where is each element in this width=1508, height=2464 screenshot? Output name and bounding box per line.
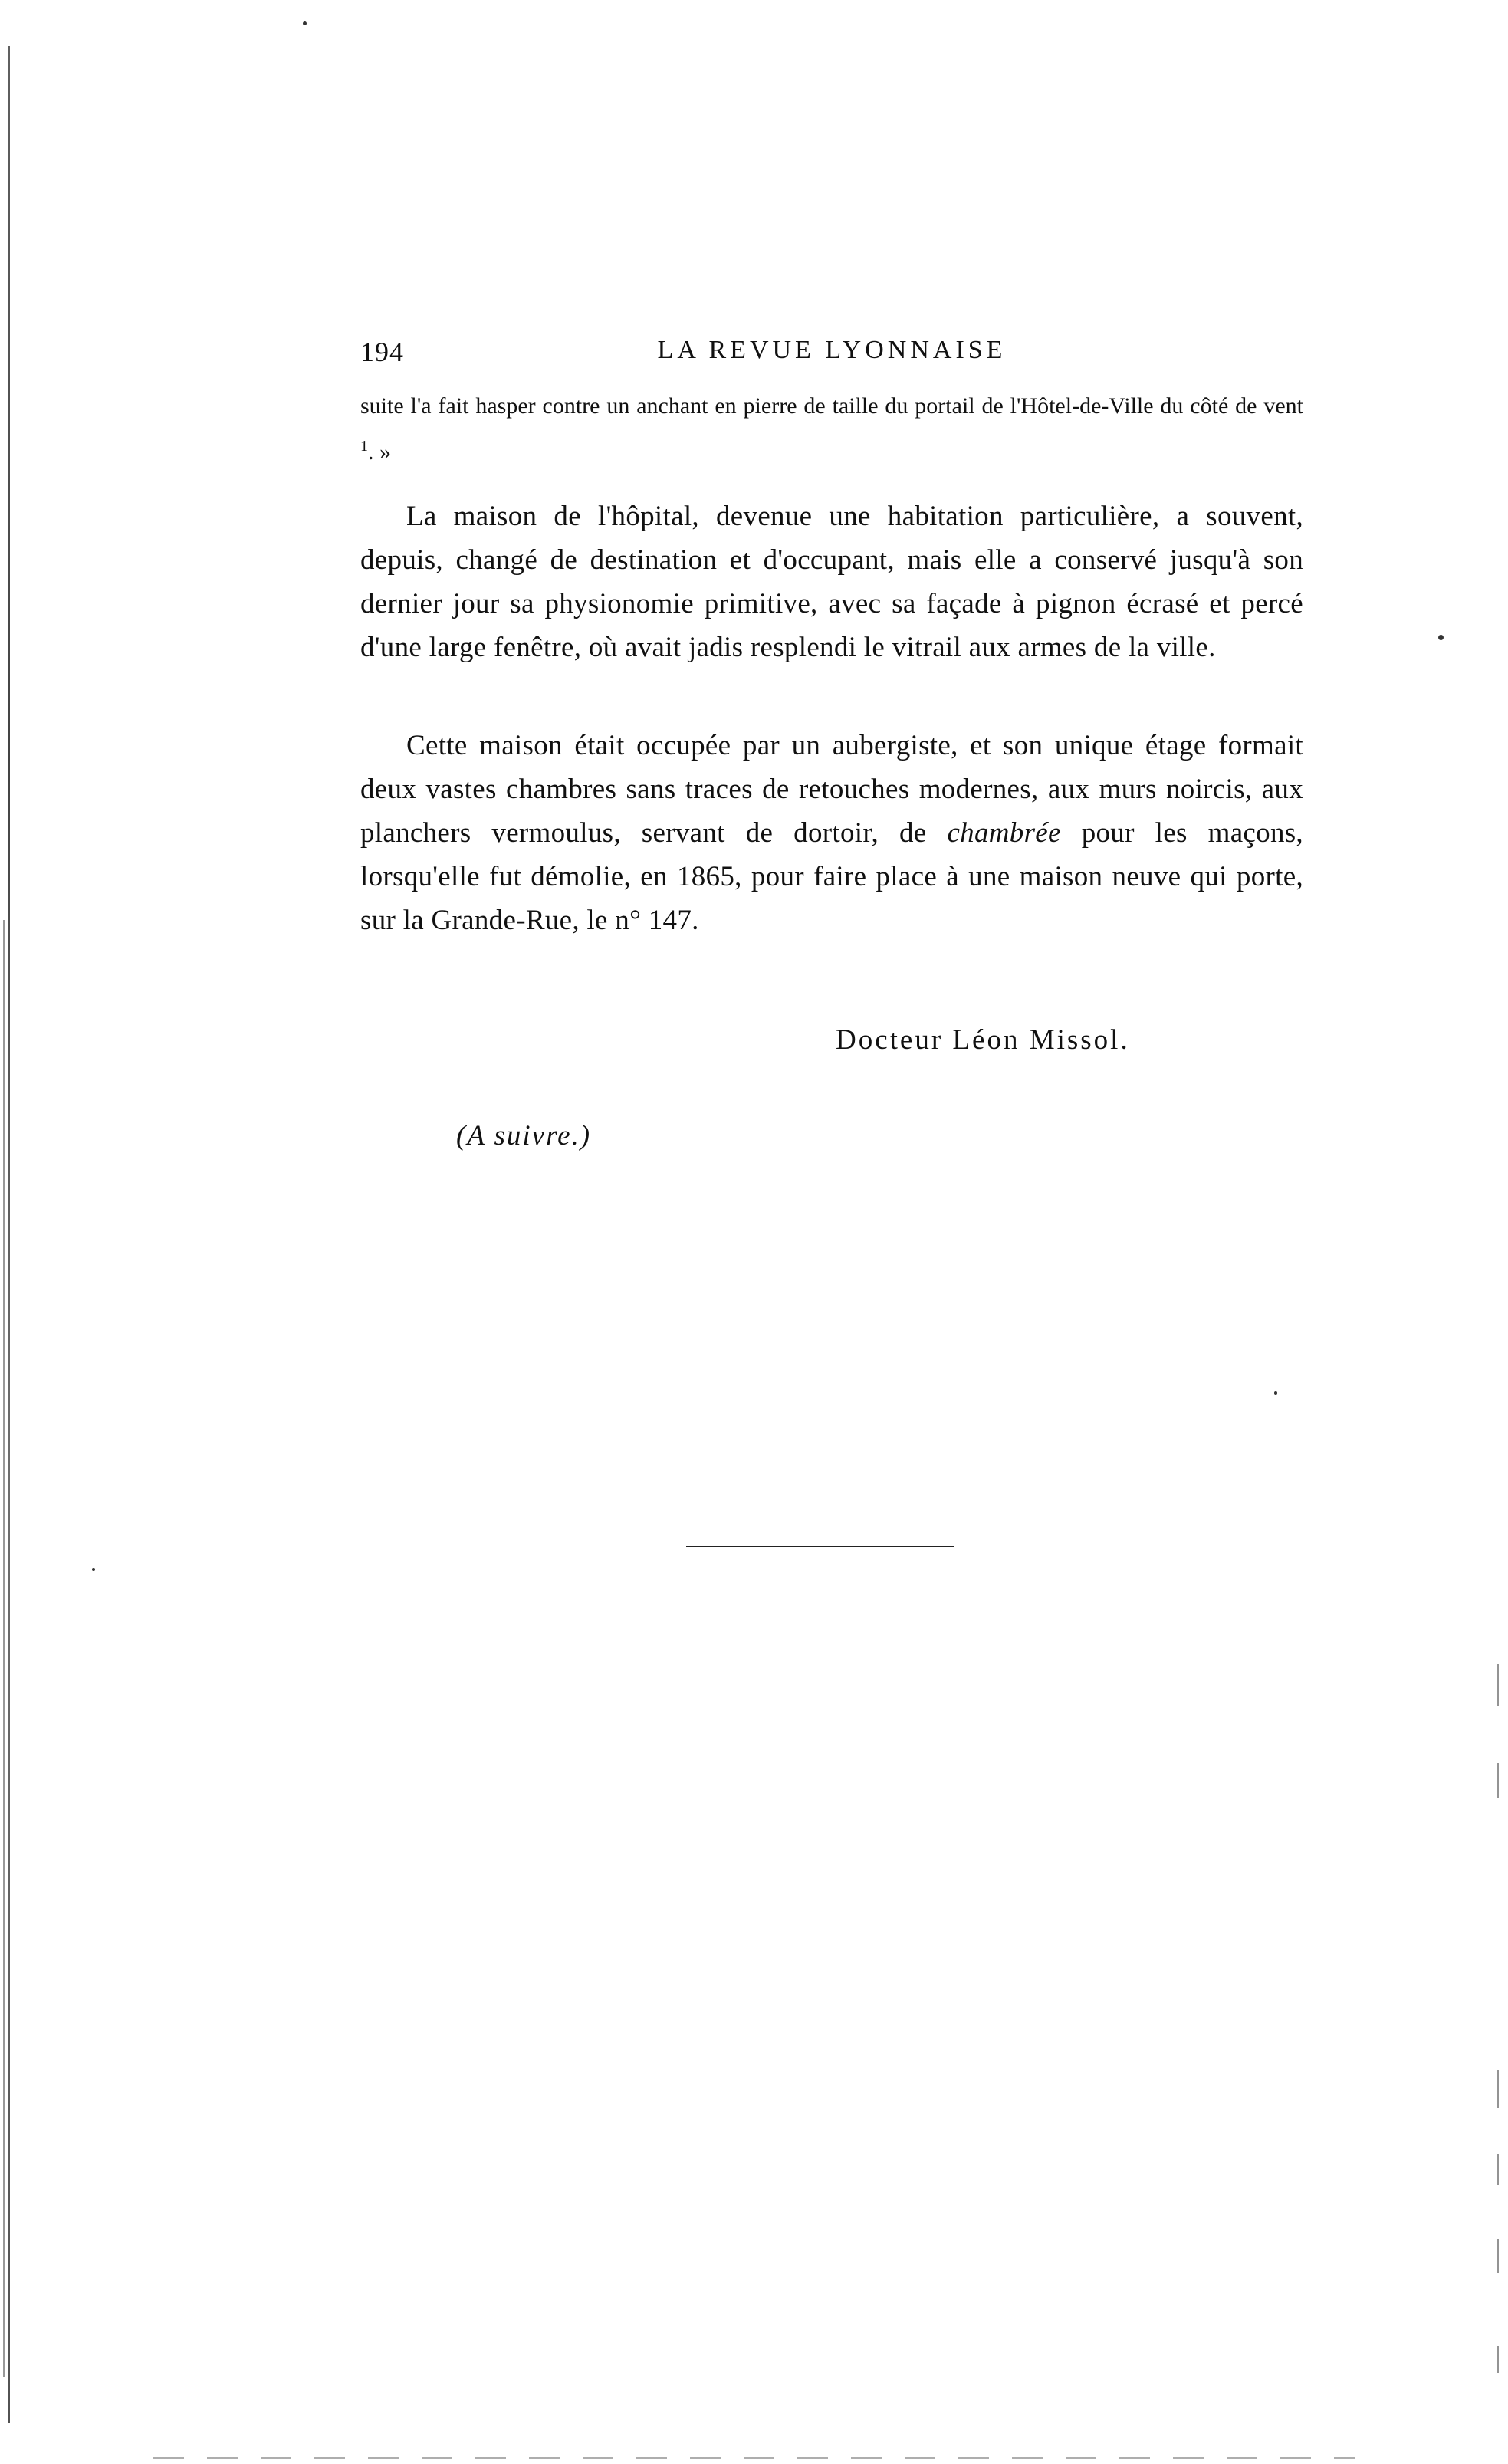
scan-right-mark <box>1497 1763 1499 1798</box>
scan-speck <box>303 21 307 25</box>
running-title: LA REVUE LYONNAISE <box>657 336 1007 364</box>
paragraph-2-end: pour les maçons, lorsqu'elle fut démolie, en 1865, pour faire place à une maison neuve qui porte, sur la Grande-Rue, le n° 147. <box>360 817 1303 936</box>
scan-left-edge <box>8 46 10 2423</box>
section-rule <box>686 1546 954 1547</box>
scan-speck <box>1438 635 1444 640</box>
page-number: 194 <box>360 337 404 367</box>
scan-right-mark <box>1497 2346 1499 2373</box>
paragraph-2-start: Cette maison était occupée par un aubergiste, et son unique étage formait deux vastes chambres sans traces de retouches modernes, aux murs noircis, aux planchers vermoulus, servant de dortoir, de <box>360 730 1303 849</box>
scan-speck <box>1274 1391 1277 1395</box>
scan-right-mark <box>1497 2239 1499 2273</box>
note-text: suite l'a fait hasper contre un anchant en pierre de taille du portail de l'Hôtel-de-Ville du côté de vent <box>360 393 1303 419</box>
emphasized-word: chambrée <box>947 817 1061 849</box>
paragraph-1: La maison de l'hôpital, devenue une habitation particulière, a souvent, depuis, changé de destination et d'occupant, mais elle a conservé jusqu'à son dernier jour sa physionomie primitive, avec sa façade à pignon écrasé et percé d'une large fenêtre, où avait jadis resplendi le vitrail aux armes de la ville. <box>360 501 1303 663</box>
scan-right-mark <box>1497 2154 1499 2185</box>
scan-bottom-edge <box>153 2457 1355 2459</box>
footnote-mark: 1 <box>360 438 368 455</box>
scan-right-mark <box>1497 2070 1499 2108</box>
page-header <box>360 336 1303 374</box>
paragraph-2 <box>360 724 1303 942</box>
scan-right-mark <box>1497 1664 1499 1706</box>
scan-speck <box>92 1568 95 1571</box>
note-continuation <box>360 386 1303 472</box>
scan-left-edge-secondary <box>3 920 5 2377</box>
to-be-continued: (A suivre.) <box>456 1120 592 1152</box>
author-signature: Docteur Léon Missol. <box>836 1024 1130 1056</box>
note-closing: . » <box>368 439 391 465</box>
